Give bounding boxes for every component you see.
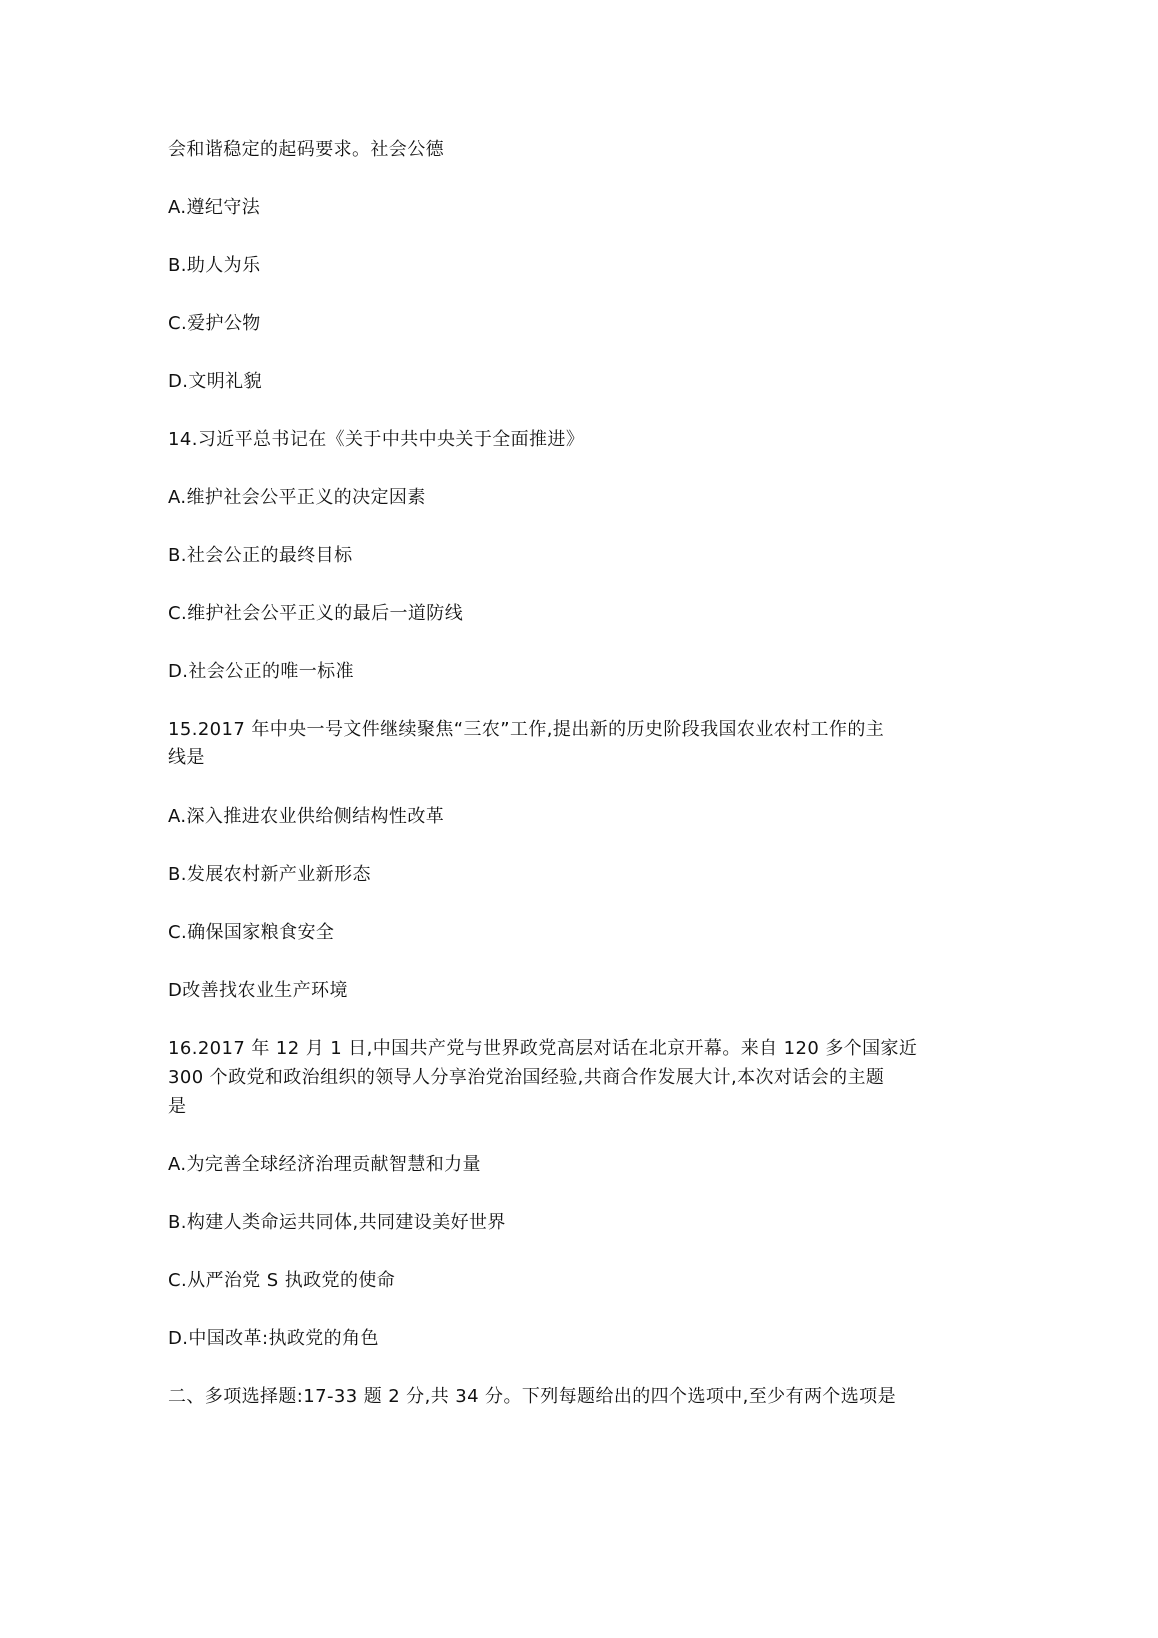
option-a: A.遵纪守法 [168,197,261,218]
question-15-continued: 线是 [168,747,205,768]
option-b: B.发展农村新产业新形态 [168,864,371,885]
option-d: D改善找农业生产环境 [168,980,348,1001]
option-b: B.助人为乐 [168,255,261,276]
option-b: B.社会公正的最终目标 [168,545,353,566]
option-c: C.从严治党 S 执政党的使命 [168,1270,396,1291]
option-b: B.构建人类命运共同体,共同建设美好世界 [168,1212,506,1233]
option-a: A.维护社会公平正义的决定因素 [168,487,426,508]
question-16-continued: 300 个政党和政治组织的领导人分享治党治国经验,共商合作发展大计,本次对话会的主题 [168,1067,885,1088]
option-d: D.文明礼貌 [168,371,262,392]
section-heading: 二、多项选择题:17-33 题 2 分,共 34 分。下列每题给出的四个选项中,至少有两个选项是 [168,1386,896,1407]
option-c: C.爱护公物 [168,313,261,334]
question-16: 16.2017 年 12 月 1 日,中国共产党与世界政党高层对话在北京开幕。来自 120 多个国家近 [168,1038,918,1059]
question-14: 14.习近平总书记在《关于中共中央关于全面推进》 [168,429,585,450]
question-15: 15.2017 年中央一号文件继续聚焦“三农”工作,提出新的历史阶段我国农业农村工作的主 [168,719,885,740]
option-d: D.社会公正的唯一标准 [168,661,354,682]
option-d: D.中国改革:执政党的角色 [168,1328,379,1349]
option-c: C.确保国家粮食安全 [168,922,335,943]
text-line: 会和谐稳定的起码要求。社会公德 [168,139,444,160]
option-a: A.深入推进农业供给侧结构性改革 [168,806,445,827]
option-a: A.为完善全球经济治理贡献智慧和力量 [168,1154,481,1175]
option-c: C.维护社会公平正义的最后一道防线 [168,603,464,624]
question-16-continued: 是 [168,1096,187,1117]
